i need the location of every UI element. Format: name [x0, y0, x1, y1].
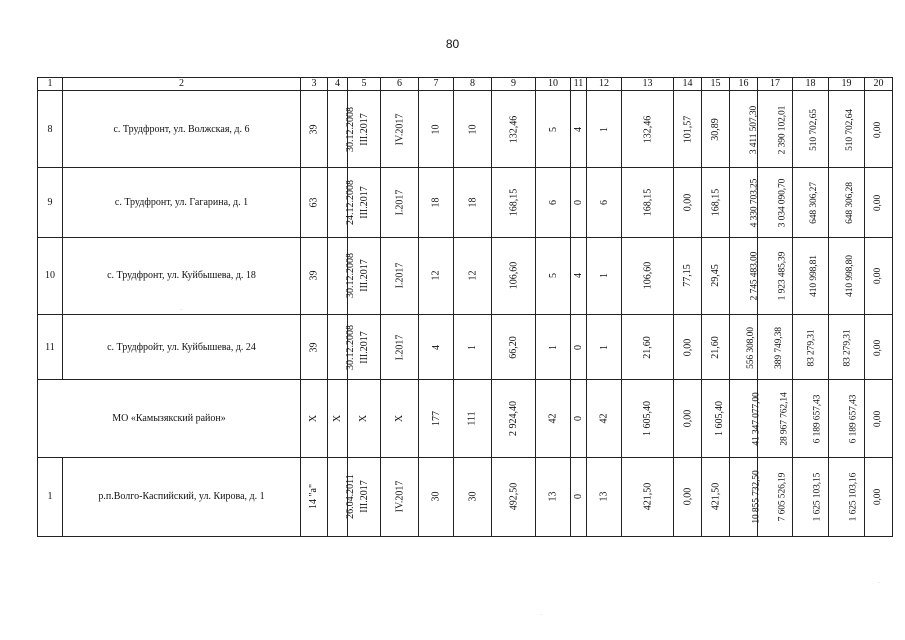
cell-value: 168,15 — [710, 188, 722, 217]
table-cell — [674, 91, 702, 168]
table-cell — [571, 457, 587, 536]
table-cell — [348, 380, 381, 457]
cell-value: 1 — [467, 344, 478, 350]
column-header: 3 — [301, 78, 328, 91]
cell-value: 0,00 — [682, 488, 693, 506]
table-cell — [622, 168, 674, 237]
column-header: 9 — [492, 78, 536, 91]
table-cell — [622, 91, 674, 168]
page-number: 80 — [445, 37, 460, 51]
cell-value: 30 — [467, 491, 478, 502]
table-cell — [730, 457, 762, 536]
total-row — [38, 380, 893, 457]
table-row — [38, 315, 893, 380]
table-cell — [674, 457, 702, 536]
column-header: 15 — [702, 78, 730, 91]
table-cell — [865, 380, 893, 457]
table-cell — [301, 168, 328, 237]
table-cell — [587, 315, 622, 380]
table-cell — [587, 457, 622, 536]
cell-value: 132,46 — [642, 115, 653, 143]
column-header: 2 — [63, 78, 301, 91]
table-cell — [587, 168, 622, 237]
column-header: 11 — [571, 78, 587, 91]
cell-value: 4 — [573, 273, 584, 279]
cell-value: III.2017 — [358, 186, 370, 219]
cell-value: 18 — [430, 197, 442, 208]
cell-value: 42 — [598, 413, 610, 424]
cell-value: 1 923 485,39 — [777, 251, 788, 301]
table-cell — [793, 237, 829, 314]
cell-value: 0 — [573, 200, 584, 206]
cell-value: 5 — [547, 126, 559, 132]
cell-value: 4 330 703,25 — [749, 178, 760, 228]
table-cell — [587, 91, 622, 168]
cell-value: 30 — [430, 491, 442, 502]
table-cell — [571, 237, 587, 314]
cell-value: 0,00 — [873, 339, 884, 356]
cell-value: 2 390 102,01 — [777, 105, 788, 155]
cell-value: 0,00 — [873, 410, 884, 428]
cell-value: 1 — [598, 344, 610, 350]
table-cell — [865, 457, 893, 536]
cell-value: 1 625 103,15 — [812, 472, 823, 522]
cell-value: 2 745 483,00 — [749, 251, 760, 301]
cell-value: 0 — [573, 494, 584, 500]
cell-value: 13 — [547, 491, 559, 502]
cell-value: 132,46 — [508, 115, 519, 143]
cell-value: 6 189 657,43 — [848, 394, 859, 444]
address-cell: с. Трудфронт, ул. Гагарина, д. 1 — [63, 168, 301, 237]
cell-value: 168,15 — [642, 188, 653, 217]
table-cell — [454, 91, 492, 168]
cell-value: 0,00 — [873, 194, 884, 212]
table-cell — [328, 168, 356, 237]
row-number: 8 — [38, 91, 63, 168]
table-cell — [381, 380, 419, 457]
table-cell — [758, 315, 793, 380]
header-row — [38, 78, 893, 91]
column-header: 4 — [328, 78, 348, 91]
table-cell — [758, 380, 793, 457]
table-cell — [793, 91, 829, 168]
table-cell — [793, 168, 829, 237]
table-cell — [865, 91, 893, 168]
table-cell — [419, 380, 454, 457]
scan-dot: · — [878, 580, 880, 586]
table-cell — [730, 315, 758, 380]
cell-value: 2 924,40 — [508, 400, 519, 436]
cell-value: 21,60 — [642, 335, 653, 359]
table-cell — [829, 315, 865, 380]
cell-value: 510 702,64 — [844, 108, 855, 151]
table-cell — [730, 237, 758, 314]
table-cell — [536, 168, 571, 237]
table-row — [38, 457, 893, 536]
cell-value: I.2017 — [394, 189, 405, 216]
table-cell — [492, 380, 536, 457]
cell-value: 30.12.2008 — [345, 253, 356, 299]
table-cell — [674, 315, 702, 380]
table-cell — [758, 168, 793, 237]
cell-value: 39 — [308, 124, 320, 135]
table-cell — [536, 237, 571, 314]
cell-value: IV.2017 — [393, 113, 405, 146]
table-cell — [454, 457, 492, 536]
table-cell — [587, 237, 622, 314]
table-cell — [419, 168, 454, 237]
table-cell — [419, 315, 454, 380]
table-cell — [829, 237, 865, 314]
cell-value: 0 — [573, 415, 584, 421]
cell-value: III.2017 — [358, 112, 370, 146]
address-cell: с. Трудфронт, ул. Волжская, д. 6 — [63, 91, 301, 168]
cell-value: 1 — [598, 126, 610, 132]
cell-value: 83 279,31 — [806, 329, 817, 367]
cell-value: 556 308,00 — [745, 326, 756, 369]
cell-value: X — [331, 414, 343, 423]
cell-value: 12 — [430, 270, 442, 281]
cell-value: 42 — [547, 413, 559, 424]
data-table — [37, 77, 893, 537]
table-cell — [301, 237, 328, 314]
cell-value: IV.2017 — [393, 480, 405, 513]
table-cell — [454, 237, 492, 314]
table-cell — [622, 315, 674, 380]
cell-value: 10 855 732,50 — [751, 470, 762, 524]
table-cell — [301, 380, 328, 457]
table-cell — [419, 237, 454, 314]
table-cell — [301, 91, 328, 168]
table-cell — [571, 168, 587, 237]
table-cell — [829, 457, 865, 536]
table-cell — [381, 91, 419, 168]
cell-value: 66,20 — [508, 335, 519, 359]
column-header: 10 — [536, 78, 571, 91]
table-cell — [674, 237, 702, 314]
column-header: 6 — [381, 78, 419, 91]
cell-value: I.2017 — [394, 334, 405, 361]
table-cell — [536, 457, 571, 536]
cell-value: 492,50 — [508, 483, 519, 511]
cell-value: 1 605,40 — [642, 400, 653, 436]
row-number: 1 — [38, 457, 63, 536]
table-cell — [702, 457, 730, 536]
cell-value: 111 — [466, 411, 478, 426]
cell-value: 10 — [430, 124, 442, 135]
table-cell — [702, 380, 730, 457]
cell-value: 6 — [598, 200, 610, 206]
table-cell — [454, 168, 492, 237]
table-cell — [758, 237, 793, 314]
table-cell — [674, 168, 702, 237]
cell-value: I.2017 — [394, 262, 405, 289]
table-cell — [571, 315, 587, 380]
table-cell — [419, 457, 454, 536]
table-row — [38, 91, 893, 168]
cell-value: 0,00 — [873, 121, 884, 138]
cell-value: 0,00 — [873, 268, 884, 285]
cell-value: 410 998,80 — [844, 255, 855, 298]
cell-value: 106,60 — [642, 262, 653, 290]
table-cell — [492, 168, 536, 237]
cell-value: 3 034 090,70 — [777, 178, 788, 228]
table-cell — [702, 237, 730, 314]
table-cell — [301, 315, 328, 380]
table-cell — [865, 168, 893, 237]
cell-value: X — [308, 414, 320, 423]
column-header: 16 — [730, 78, 758, 91]
cell-value: 421,50 — [642, 483, 653, 511]
table-cell — [454, 380, 492, 457]
table-cell — [730, 168, 758, 237]
cell-value: 18 — [467, 197, 478, 208]
table-cell — [793, 315, 829, 380]
cell-value: 421,50 — [710, 483, 722, 511]
table-cell — [492, 91, 536, 168]
table-cell — [328, 91, 356, 168]
cell-value: 0,00 — [682, 193, 693, 212]
table-cell — [454, 315, 492, 380]
row-number: 11 — [38, 315, 63, 380]
table-cell — [328, 380, 348, 457]
column-header: 17 — [758, 78, 793, 91]
cell-value: X — [393, 414, 405, 423]
cell-value: 6 189 657,43 — [812, 394, 823, 444]
table-cell — [492, 237, 536, 314]
cell-value: 13 — [598, 491, 610, 502]
cell-value: 101,57 — [682, 115, 694, 143]
cell-value: 39 — [308, 270, 320, 281]
cell-value: 1 625 103,16 — [848, 472, 859, 522]
cell-value: 30.12.2008 — [345, 106, 356, 152]
cell-value: 30.12.2008 — [345, 324, 356, 370]
table-cell — [730, 380, 762, 457]
cell-value: 0 — [573, 344, 584, 350]
table-cell — [328, 237, 356, 314]
cell-value: 7 605 526,19 — [777, 472, 788, 522]
cell-value: 10 — [467, 124, 478, 135]
table-cell — [381, 168, 419, 237]
table-cell — [328, 315, 356, 380]
table-cell — [536, 91, 571, 168]
table-cell — [702, 315, 730, 380]
cell-value: 389 749,38 — [773, 326, 784, 369]
table-cell — [622, 457, 674, 536]
cell-value: III.2017 — [358, 480, 370, 514]
column-header: 20 — [865, 78, 893, 91]
table-cell — [536, 380, 571, 457]
address-cell: с. Трудфронт, ул. Куйбышева, д. 18 — [63, 237, 301, 314]
cell-value: 3 411 507,30 — [749, 105, 760, 154]
cell-value: 1 — [547, 344, 559, 350]
table-cell — [381, 457, 419, 536]
table-cell — [865, 237, 893, 314]
cell-value: 168,15 — [508, 188, 519, 217]
cell-value: 6 — [547, 200, 559, 206]
table-cell — [829, 91, 865, 168]
table-cell — [492, 457, 536, 536]
table-cell — [702, 168, 730, 237]
address-cell: р.п.Волго-Каспийский, ул. Кирова, д. 1 — [63, 457, 301, 536]
cell-value: 177 — [430, 410, 442, 426]
cell-value: 1 — [598, 273, 610, 279]
cell-value: X — [358, 414, 370, 423]
table-cell — [674, 380, 702, 457]
cell-value: 648 306,28 — [844, 182, 855, 224]
column-header: 7 — [419, 78, 454, 91]
table-cell — [829, 380, 865, 457]
table-cell — [829, 168, 865, 237]
table-cell — [758, 91, 793, 168]
cell-value: 1 605,40 — [714, 400, 725, 436]
table-cell — [301, 457, 328, 536]
cell-value: 0,00 — [873, 489, 884, 506]
address-cell: с. Трудфройт, ул. Куйбышева, д. 24 — [63, 315, 301, 380]
cell-value: 29,45 — [710, 264, 721, 288]
cell-value: III.2017 — [358, 330, 370, 364]
table-body — [38, 78, 893, 537]
table-cell — [328, 457, 356, 536]
table-cell — [381, 315, 419, 380]
table-cell — [571, 380, 587, 457]
cell-value: 26.04.2011 — [344, 474, 356, 520]
column-header: 14 — [674, 78, 702, 91]
cell-value: 5 — [547, 273, 559, 279]
table-cell — [571, 91, 587, 168]
cell-value: 41 347 077,00 — [751, 392, 762, 446]
cell-value: 77,15 — [682, 264, 693, 288]
cell-value: 0,00 — [682, 409, 693, 428]
table-cell — [622, 380, 674, 457]
scan-dot: · — [180, 307, 182, 313]
cell-value: 648 306,27 — [808, 182, 819, 224]
total-label: МО «Камызякский район» — [38, 380, 301, 457]
column-header: 13 — [622, 78, 674, 91]
column-header: 5 — [348, 78, 381, 91]
cell-value: 21,60 — [710, 335, 721, 359]
row-number: 9 — [38, 168, 63, 237]
cell-value: 24.12.2008 — [345, 180, 356, 226]
table-cell — [419, 91, 454, 168]
row-number: 10 — [38, 237, 63, 314]
table-cell — [492, 315, 536, 380]
table-cell — [587, 380, 622, 457]
table-cell — [381, 237, 419, 314]
cell-value: 510 702,65 — [808, 108, 819, 151]
table-cell — [865, 315, 893, 380]
cell-value: 0,00 — [682, 338, 693, 356]
cell-value: 28 967 762,14 — [779, 392, 790, 446]
table-cell — [793, 457, 829, 536]
table-cell — [793, 380, 829, 457]
table-cell — [730, 91, 758, 168]
column-header: 18 — [793, 78, 829, 91]
cell-value: 83 279,31 — [842, 329, 853, 367]
scan-dot: · — [540, 612, 542, 618]
cell-value: 4 — [573, 126, 584, 132]
table-row — [38, 237, 893, 314]
cell-value: 410 998,81 — [808, 255, 819, 298]
cell-value: III.2017 — [358, 259, 370, 293]
cell-value: 39 — [308, 342, 320, 353]
column-header: 19 — [829, 78, 865, 91]
cell-value: 14 "а" — [308, 484, 320, 510]
table-row — [38, 168, 893, 237]
cell-value: 30,89 — [710, 117, 721, 141]
table-cell — [702, 91, 730, 168]
table-cell — [758, 457, 793, 536]
table-cell — [622, 237, 674, 314]
table-cell — [536, 315, 571, 380]
cell-value: 106,60 — [508, 262, 519, 290]
cell-value: 4 — [430, 344, 442, 350]
column-header: 8 — [454, 78, 492, 91]
column-header: 1 — [38, 78, 63, 91]
cell-value: 12 — [467, 270, 478, 281]
column-header: 12 — [587, 78, 622, 91]
cell-value: 63 — [308, 197, 320, 208]
